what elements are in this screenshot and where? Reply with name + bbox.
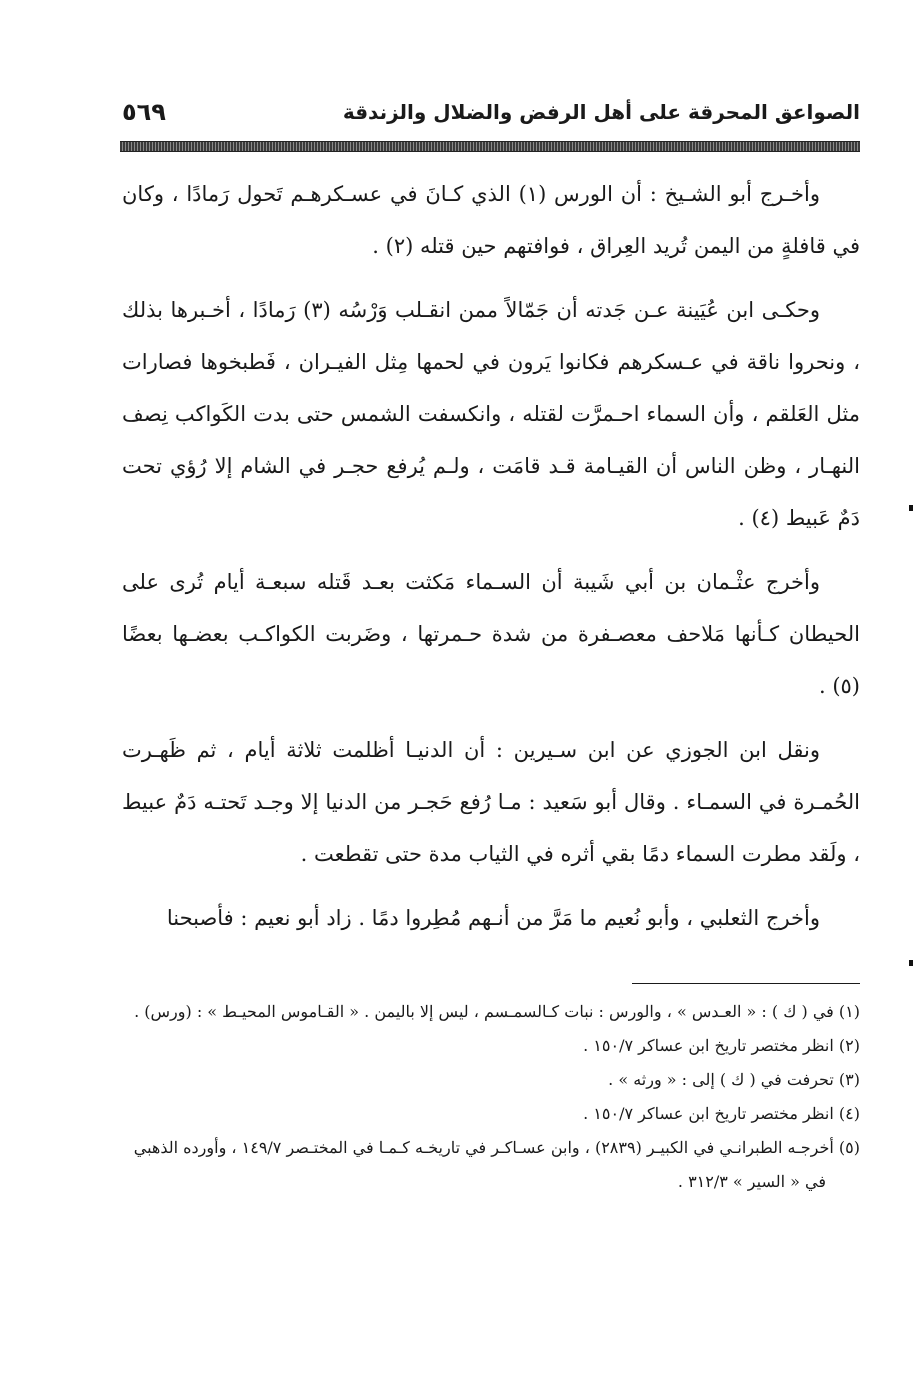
scan-edge-mark (909, 960, 913, 966)
paragraph: ونقل ابن الجوزي عن ابن سـيرين : أن الدنيـا أظلمت ثلاثة أيام ، ثم ظَهـرت الحُمـرة في السمـاء . وقال أبو سَعيد : مـا رُفع حَجـر من الدنيا إلا وجـد تَحتـه دَمٌ عبيط ، ولَقد مطرت السماء دمًا بقي أثره في الثياب مدة حتى تقطعت . (122, 738, 860, 866)
paragraph: وأخـرج أبو الشـيخ : أن الورس (١) الذي كـانَ في عسـكرهـم تَحول رَمادًا ، وكان في قافلةٍ من اليمن تُريد العِراق ، فوافتهم حين قتله (٢) . (122, 182, 860, 258)
page-number: ٥٦٩ (122, 98, 166, 126)
footnote: (١) في ( ك ) : « العـدس » ، والورس : نبات كـالسمـسم ، ليس إلا باليمن . « القـاموس المحيـط » : (ورس) . (134, 1002, 860, 1021)
footnote: (٣) تحرفت في ( ك ) إلى : « ورثه » . (608, 1070, 860, 1089)
scan-edge-mark (909, 505, 913, 511)
footnotes (122, 995, 860, 1199)
header-rule (120, 141, 860, 152)
main-text (122, 168, 860, 956)
footnote: (٥) أخرجـه الطبرانـي في الكبيـر (٢٨٣٩) ، وابن عسـاكـر في تاريخـه كـمـا في المختـصر ١٤٩/٧ ، وأورده الذهبي في « السير » ٣١٢/٣ . (133, 1138, 860, 1191)
footnote-separator (632, 983, 860, 984)
page-header (122, 96, 860, 136)
paragraph: وحكـى ابن عُيَينة عـن جَدته أن جَمّالاً ممن انقـلب وَرْسُه (٣) رَمادًا ، أخـبرها بذلك ، ونحروا ناقة في عـسكرهم فكانوا يَرون في لحمها مِثل الفيـران ، فَطبخوها فصارات مثل العَلقم ، وأن السماء احـمرَّت لقتله ، وانكسفت الشمس حتى بدت الكَواكب نِصف النهـار ، وظن الناس أن القيـامة قـد قامَت ، ولـم يُرفع حجـر في الشام إلا رُؤي تحت دَمٌ عَبيط (٤) . (122, 298, 860, 530)
footnote: (٤) انظر مختصر تاريخ ابن عساكر ١٥٠/٧ . (583, 1104, 860, 1123)
footnote: (٢) انظر مختصر تاريخ ابن عساكر ١٥٠/٧ . (583, 1036, 860, 1055)
running-title: الصواعق المحرقة على أهل الرفض والضلال والزندقة (342, 100, 860, 124)
paragraph: وأخرج الثعلبي ، وأبو نُعيم ما مَرَّ من أنـهم مُطِروا دمًا . زاد أبو نعيم : فأصبحنا (166, 906, 820, 930)
paragraph: وأخرج عثْـمان بن أبي شَيبة أن السـماء مَكثت بعـد قَتله سبعـة أيام تُرى على الحيطان كـأنها مَلاحف معصـفرة من شدة حـمرتها ، وضَربت الكواكـب بعضـها بعضًا (٥) . (122, 570, 860, 698)
